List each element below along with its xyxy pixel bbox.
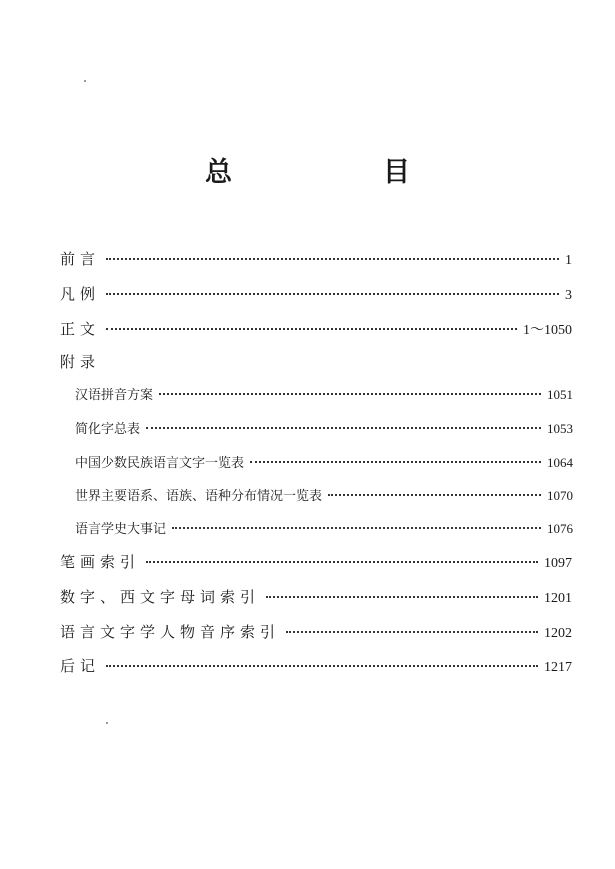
toc-entry-afterword[interactable] (60, 656, 572, 678)
toc-label: 凡例 (60, 285, 101, 303)
toc-page-number: 1～1050 (523, 323, 572, 338)
dot-leader (328, 494, 541, 496)
scan-speck (106, 722, 108, 724)
toc-label: 语言学史大事记 (75, 522, 167, 537)
toc-entry-preface[interactable] (60, 249, 572, 271)
toc-label: 世界主要语系、语族、语种分布情况一览表 (75, 489, 323, 504)
dot-leader (146, 427, 541, 429)
toc-page-number: 1076 (547, 521, 573, 536)
toc-label: 中国少数民族语言文字一览表 (75, 456, 245, 471)
toc-page-number: 1201 (544, 591, 572, 606)
dot-leader (250, 461, 541, 463)
toc-page-number: 1070 (547, 488, 573, 503)
toc-label: 语言文字学人物音序索引 (60, 623, 281, 641)
dot-leader (146, 561, 538, 563)
toc-subentry-minority-languages[interactable] (75, 453, 573, 474)
toc-subentry-simplified-chars[interactable] (75, 419, 573, 440)
toc-entry-appendix[interactable] (60, 352, 100, 372)
toc-label: 笔画索引 (60, 553, 141, 571)
toc-entry-main-text[interactable] (60, 319, 572, 341)
dot-leader (106, 258, 559, 260)
toc-subentry-linguistics-chronology[interactable] (75, 519, 573, 540)
page-title: 总 目 (205, 157, 472, 188)
dot-leader (106, 665, 538, 667)
toc-label: 简化字总表 (75, 422, 141, 437)
toc-page-number: 1217 (544, 660, 572, 675)
toc-page-number: 3 (565, 288, 572, 303)
toc-subentry-pinyin[interactable] (75, 385, 573, 406)
dot-leader (106, 293, 559, 295)
dot-leader (266, 596, 538, 598)
toc-page-number: 1051 (547, 387, 573, 402)
toc-entry-people-index[interactable] (60, 622, 572, 644)
toc-label: 后记 (60, 657, 101, 675)
toc-label: 附录 (60, 353, 101, 371)
toc-label: 汉语拼音方案 (75, 388, 154, 403)
toc-page-number: 1097 (544, 556, 572, 571)
toc-entry-alphanumeric-index[interactable] (60, 587, 572, 609)
toc-page-number: 1 (565, 253, 572, 268)
toc-subentry-language-families[interactable] (75, 486, 573, 507)
toc-label: 数字、西文字母词索引 (60, 588, 261, 606)
toc-page-number: 1202 (544, 626, 572, 641)
scan-speck (84, 80, 86, 82)
dot-leader (106, 328, 517, 330)
toc-label: 正文 (60, 320, 101, 338)
toc-entry-guide[interactable] (60, 284, 572, 306)
toc-page-number: 1064 (547, 455, 573, 470)
dot-leader (172, 527, 541, 529)
toc-page-number: 1053 (547, 421, 573, 436)
dot-leader (159, 393, 541, 395)
toc-entry-stroke-index[interactable] (60, 552, 572, 574)
toc-label: 前言 (60, 250, 101, 268)
dot-leader (286, 631, 538, 633)
